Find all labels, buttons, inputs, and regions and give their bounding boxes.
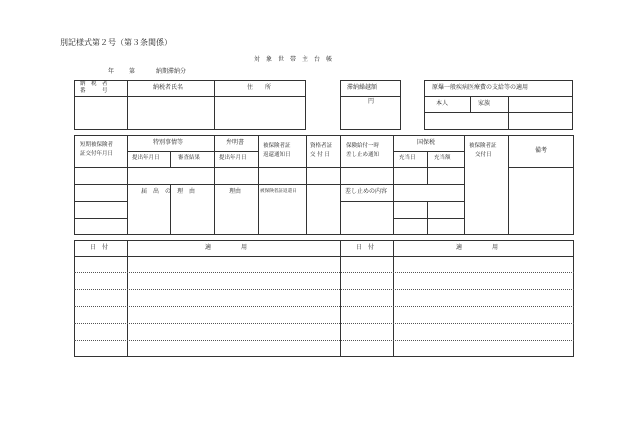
taxpayer-name-label: 納税者氏名	[153, 84, 184, 91]
allocation-amount-label: 充当額	[434, 155, 451, 161]
card-issue-label-1: 被保険者証	[469, 143, 497, 149]
family-label: 家族	[478, 100, 491, 107]
eligibility-cert-label-2: 交 付 日	[310, 152, 330, 158]
short-term-card-label-2: 証交付年月日	[80, 151, 114, 157]
submission-date-label: 提出年月日	[132, 155, 160, 161]
explanation-label: 弁明書	[226, 139, 245, 146]
explanation-date-label: 提出年月日	[219, 155, 247, 161]
taxpayer-no-label-1: 納 税 者	[80, 81, 108, 87]
eligibility-cert-label-1: 資格者証	[310, 143, 333, 149]
log-date-header-left: 日 付	[90, 244, 109, 251]
short-term-card-label-1: 短期被保険者	[80, 142, 114, 148]
arrears-label: 滞納繰越額	[347, 84, 378, 91]
notice-reason-label: 届 出 の 理 由	[141, 188, 196, 195]
page-title: 対 象 世 帯 主 台 帳	[254, 56, 333, 63]
card-return-notice-label-2: 返還通知日	[263, 152, 291, 158]
year-label: 年	[108, 68, 115, 75]
allocation-date-label: 充当日	[399, 155, 416, 161]
card-return-notice-label-1: 被保険者証	[263, 143, 291, 149]
yen-label: 円	[368, 98, 375, 105]
benefit-suspension-label-1: 保険給付一時	[346, 143, 380, 149]
suspension-content-label: 差し止めの内容	[345, 188, 388, 195]
remarks-label: 備考	[535, 147, 548, 154]
log-date-header-right: 日 付	[356, 244, 375, 251]
address-label: 住 所	[247, 84, 272, 91]
taxpayer-table	[74, 80, 306, 130]
nhi-tax-label: 国保税	[417, 139, 436, 146]
log-description-header-right: 適 用	[456, 244, 499, 251]
reason-label: 理由	[229, 188, 242, 195]
status-table	[74, 135, 574, 235]
principal-label: 本人	[436, 100, 449, 107]
log-description-header-left: 適 用	[205, 244, 248, 251]
form-number: 別記様式第２号（第３条関係）	[60, 38, 172, 47]
abomb-header: 原爆一般疾病医療費の支給等の適用	[432, 84, 529, 91]
number-label: 第	[129, 68, 136, 75]
card-issue-label-2: 交付日	[475, 152, 492, 158]
payment-period-label: 納期滞納分	[156, 68, 187, 75]
card-return-date-label: 被保険者証返還日	[260, 189, 297, 194]
special-circumstances-label: 特別事情等	[153, 139, 184, 146]
benefit-suspension-label-2: 差し止め通知	[346, 152, 380, 158]
taxpayer-no-label-2: 番 号	[80, 88, 108, 94]
review-result-label: 審査結果	[178, 155, 201, 161]
